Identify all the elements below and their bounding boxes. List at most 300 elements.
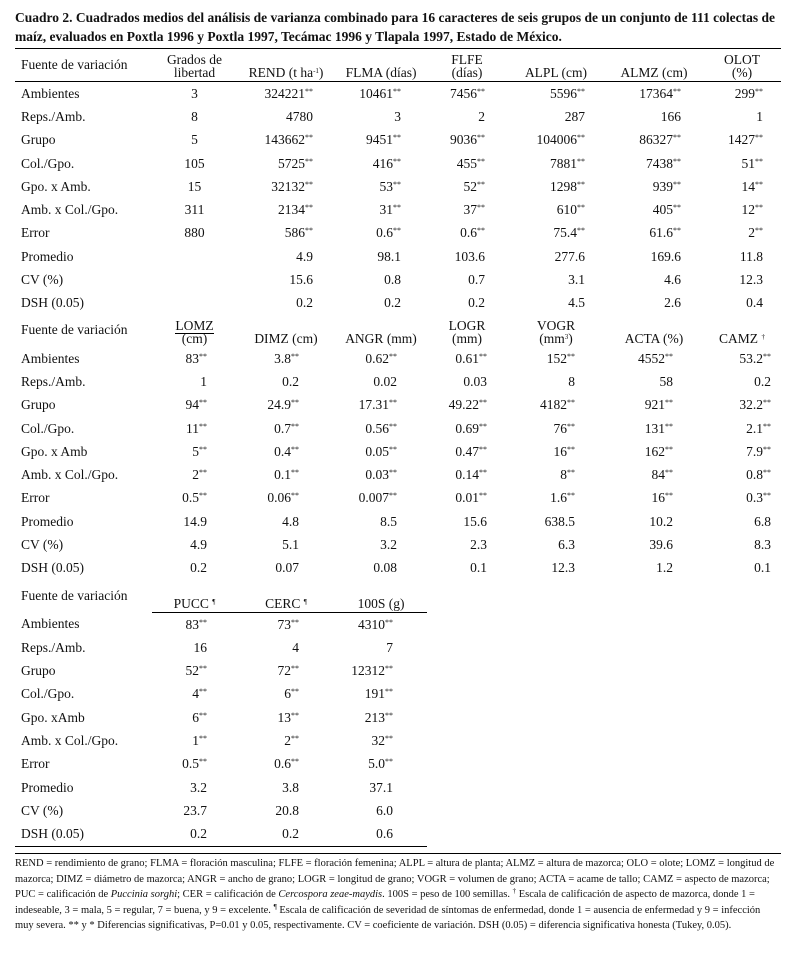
cell-camz — [703, 510, 781, 533]
empty-cell — [703, 823, 781, 847]
table-row — [15, 175, 781, 198]
empty-cell — [507, 799, 605, 822]
cell-pucc — [152, 612, 237, 636]
cell-alpl — [507, 175, 605, 198]
significance-mark: ** — [567, 468, 575, 478]
cell-logr — [427, 510, 507, 533]
empty-cell — [427, 636, 507, 659]
significance-mark: ** — [567, 351, 575, 361]
cell-value: 86327 — [639, 132, 673, 148]
cell-alpl — [507, 245, 605, 268]
empty-cell — [427, 823, 507, 847]
table-row — [15, 394, 781, 417]
significance-mark: ** — [393, 86, 401, 96]
empty-cell — [703, 636, 781, 659]
cell-value: 0.5 — [182, 490, 199, 506]
header-olot-line1: OLOT — [724, 52, 760, 67]
cell-value: 4 — [192, 686, 199, 702]
significance-mark: ** — [479, 444, 487, 454]
empty-cell — [605, 823, 703, 847]
cell-value: 2 — [478, 108, 485, 124]
cell-value: 6 — [192, 709, 199, 725]
cell-gl — [152, 129, 237, 152]
cell-value: 3.1 — [568, 272, 585, 288]
row-label: CV (%) — [21, 272, 64, 288]
header-row-2 — [15, 315, 781, 347]
cell-value: 2134 — [278, 202, 305, 218]
significance-mark: ** — [673, 226, 681, 236]
significance-mark: ** — [291, 757, 299, 767]
empty-cell — [507, 823, 605, 847]
cell-acta — [605, 347, 703, 370]
significance-mark: ** — [665, 444, 673, 454]
cell-value: 0.5 — [182, 756, 199, 772]
significance-mark: ** — [389, 351, 397, 361]
cell-cerc — [237, 636, 335, 659]
cell-value: 1427 — [728, 132, 755, 148]
cell-value: 0.6 — [376, 225, 393, 241]
footnote-text-5: Escala de calificación de severidad de síntomas de enfermedad, donde 1 = ausencia de enfermedad y 9 = infección muy severa. ** y * Diferencias significativas, P=0.01 y 0.05, respectivamente. CV = coeficiente de variación. DSH (0.05) = diferencia significativa honesta (Tukey, 0.05). — [15, 904, 761, 931]
table-row — [15, 729, 781, 752]
significance-mark: ** — [291, 421, 299, 431]
cell-value: 5725 — [278, 155, 305, 171]
significance-mark: ** — [673, 156, 681, 166]
cell-value: 32.2 — [739, 397, 763, 413]
row-label: Amb. x Col./Gpo. — [21, 733, 119, 749]
header-alpl: ALPL (cm) — [507, 49, 605, 82]
cell-value: 0.2 — [190, 826, 207, 842]
cell-value: 98.1 — [377, 248, 401, 264]
significance-mark: ** — [479, 491, 487, 501]
table-row — [15, 198, 781, 221]
cell-value: 610 — [556, 202, 577, 218]
header-vogr-line1: VOGR — [536, 317, 576, 333]
cell-value: 6 — [284, 686, 291, 702]
cell-rend — [237, 268, 335, 291]
cell-value: 73 — [277, 616, 291, 632]
significance-mark: ** — [673, 86, 681, 96]
header-acta: ACTA (%) — [624, 330, 684, 346]
cell-value: 83 — [185, 350, 199, 366]
cell-value: 16 — [651, 490, 665, 506]
row-label: Reps./Amb. — [21, 639, 86, 655]
row-label: Error — [21, 756, 50, 772]
header-pucc-text: PUCC — [173, 595, 209, 611]
cell-camz — [703, 487, 781, 510]
significance-mark: ** — [763, 421, 771, 431]
header-dimz: DIMZ (cm) — [254, 330, 318, 346]
significance-mark: ** — [755, 86, 763, 96]
significance-mark: ** — [305, 226, 313, 236]
cell-value: 12 — [741, 202, 755, 218]
significance-mark: ** — [755, 179, 763, 189]
cell-acta — [605, 394, 703, 417]
significance-mark: ** — [479, 398, 487, 408]
significance-mark: ** — [755, 226, 763, 236]
header-flfe — [427, 49, 507, 82]
cell-almz — [605, 268, 703, 291]
empty-cell — [703, 799, 781, 822]
cell-value: 0.61 — [455, 350, 479, 366]
cell-alpl — [507, 105, 605, 128]
empty-cell — [507, 612, 605, 636]
significance-mark: ** — [305, 179, 313, 189]
cell-cerc — [237, 776, 335, 799]
table-row — [15, 222, 781, 245]
cell-camz — [703, 440, 781, 463]
table-row — [15, 292, 781, 315]
table-row — [15, 417, 781, 440]
cell-flma — [335, 222, 427, 245]
significance-mark: ** — [199, 491, 207, 501]
cell-value: 6.8 — [754, 513, 771, 529]
significance-mark: ** — [199, 444, 207, 454]
table-row — [15, 612, 781, 636]
cell-flfe — [427, 292, 507, 315]
header-lomz — [152, 315, 237, 347]
cell-olot — [703, 245, 781, 268]
cell-cerc — [237, 660, 335, 683]
cell-value: 52 — [463, 178, 477, 194]
header-cerc — [237, 580, 335, 613]
cell-value: 12312 — [351, 663, 385, 679]
cell-value: 61.6 — [649, 225, 673, 241]
header-almz: ALMZ (cm) — [605, 49, 703, 82]
table-row — [15, 557, 781, 580]
cell-flma — [335, 198, 427, 221]
cell-value: 8 — [191, 108, 198, 124]
cell-value: 0.1 — [274, 467, 291, 483]
significance-mark: ** — [305, 156, 313, 166]
empty-cell — [703, 776, 781, 799]
cell-value: 7 — [386, 639, 393, 655]
cell-value: 3.2 — [380, 536, 397, 552]
cell-olot — [703, 268, 781, 291]
cell-almz — [605, 292, 703, 315]
header-lomz-line1: LOMZ — [175, 317, 214, 333]
cell-value: 49.22 — [448, 397, 479, 413]
cell-dimz — [237, 394, 335, 417]
cell-value: 6.3 — [558, 536, 575, 552]
cell-value: 0.03 — [463, 373, 487, 389]
cell-value: 11.8 — [739, 248, 763, 264]
significance-mark: ** — [389, 421, 397, 431]
header-logr — [427, 315, 507, 347]
cell-cerc — [237, 706, 335, 729]
cell-pucc — [152, 776, 237, 799]
significance-mark: ** — [577, 133, 585, 143]
cell-pucc — [152, 823, 237, 847]
significance-mark: ** — [673, 203, 681, 213]
cell-value: 3 — [191, 85, 198, 101]
row-label: Grupo — [21, 663, 56, 679]
significance-mark: ** — [291, 398, 299, 408]
significance-mark: ** — [763, 351, 771, 361]
cell-almz — [605, 82, 703, 106]
cell-olot — [703, 82, 781, 106]
cell-lomz — [152, 487, 237, 510]
cell-value: 3.8 — [274, 350, 291, 366]
cell-acta — [605, 510, 703, 533]
header-rend-sup: -1 — [313, 67, 319, 75]
cell-value: 939 — [652, 178, 673, 194]
significance-mark: ** — [199, 617, 207, 627]
empty-cell — [507, 660, 605, 683]
significance-mark: ** — [199, 734, 207, 744]
header-rend-close: ) — [318, 65, 324, 80]
cell-dimz — [237, 487, 335, 510]
row-label: Gpo. xAmb — [21, 709, 85, 725]
header-pucc — [152, 580, 237, 613]
cell-value: 0.2 — [296, 295, 313, 311]
significance-mark: ** — [665, 468, 673, 478]
row-label: Promedio — [21, 513, 74, 529]
significance-mark: ** — [755, 156, 763, 166]
cell-value: 1 — [200, 373, 207, 389]
cell-rend — [237, 152, 335, 175]
cell-acta — [605, 557, 703, 580]
cell-value: 191 — [364, 686, 385, 702]
cell-value: 52 — [185, 663, 199, 679]
significance-mark: ** — [673, 133, 681, 143]
header-olot-line2: (%) — [731, 65, 753, 80]
cell-s100 — [335, 776, 427, 799]
table-row — [15, 510, 781, 533]
cell-value: 324221 — [264, 85, 305, 101]
footnote-cercospora: Cercospora zeae-maydis — [278, 889, 383, 900]
header-vogr-sup: 3 — [564, 332, 569, 341]
cell-value: 94 — [185, 397, 199, 413]
cell-alpl — [507, 82, 605, 106]
block-3 — [15, 580, 781, 846]
cell-value: 0.56 — [365, 420, 389, 436]
cell-acta — [605, 463, 703, 486]
cell-pucc — [152, 729, 237, 752]
table-row — [15, 683, 781, 706]
cell-camz — [703, 463, 781, 486]
cell-value: 24.9 — [267, 397, 291, 413]
cell-almz — [605, 105, 703, 128]
significance-mark: ** — [199, 351, 207, 361]
empty-cell — [427, 799, 507, 822]
cell-alpl — [507, 292, 605, 315]
cell-value: 0.62 — [365, 350, 389, 366]
cell-value: 0.08 — [373, 560, 397, 576]
cell-value: 17.31 — [358, 397, 389, 413]
header-vogr — [507, 315, 605, 347]
cell-value: 12.3 — [551, 560, 575, 576]
significance-mark: ** — [567, 421, 575, 431]
header-camz — [703, 315, 781, 347]
significance-mark: ** — [305, 203, 313, 213]
empty-cell — [703, 729, 781, 752]
cell-vogr — [507, 487, 605, 510]
cell-value: 0.2 — [282, 373, 299, 389]
cell-logr — [427, 487, 507, 510]
significance-mark: ** — [477, 179, 485, 189]
header-angr: ANGR (mm) — [345, 330, 417, 346]
cell-vogr — [507, 463, 605, 486]
cell-value: 37.1 — [369, 779, 393, 795]
cell-cerc — [237, 729, 335, 752]
cell-logr — [427, 533, 507, 556]
cell-lomz — [152, 394, 237, 417]
significance-mark: ** — [763, 468, 771, 478]
significance-mark: ** — [385, 687, 393, 697]
cell-gl — [152, 175, 237, 198]
cell-value: 5 — [192, 443, 199, 459]
empty-cell — [703, 683, 781, 706]
cell-almz — [605, 222, 703, 245]
header-row-3 — [15, 580, 781, 613]
significance-mark: ** — [291, 710, 299, 720]
empty-cell — [507, 636, 605, 659]
cell-almz — [605, 245, 703, 268]
cell-logr — [427, 347, 507, 370]
table-row — [15, 268, 781, 291]
cell-value: 416 — [372, 155, 393, 171]
significance-mark: ** — [567, 444, 575, 454]
significance-mark: ** — [389, 444, 397, 454]
cell-lomz — [152, 510, 237, 533]
cell-cerc — [237, 612, 335, 636]
cell-camz — [703, 370, 781, 393]
cell-value: 8 — [568, 373, 575, 389]
significance-mark: ** — [385, 734, 393, 744]
cell-angr — [335, 370, 427, 393]
header-fuente-2: Fuente de variación — [21, 322, 128, 338]
cell-value: 152 — [546, 350, 567, 366]
header-vogr-close: ) — [568, 330, 573, 346]
significance-mark: ** — [755, 203, 763, 213]
cell-dimz — [237, 440, 335, 463]
cell-value: 213 — [364, 709, 385, 725]
cell-camz — [703, 557, 781, 580]
cell-value: 0.47 — [455, 443, 479, 459]
empty-cell — [605, 776, 703, 799]
cell-value: 2.6 — [664, 295, 681, 311]
empty-cell — [507, 776, 605, 799]
cell-value: 4.6 — [664, 272, 681, 288]
empty-cell — [507, 706, 605, 729]
cell-camz — [703, 347, 781, 370]
cell-almz — [605, 175, 703, 198]
header-pucc-mark: ¶ — [212, 597, 216, 606]
cell-vogr — [507, 510, 605, 533]
cell-olot — [703, 198, 781, 221]
cell-value: 4310 — [358, 616, 385, 632]
empty-cell — [605, 612, 703, 636]
footnote-dagger: † — [512, 887, 517, 895]
cell-value: 8.5 — [380, 513, 397, 529]
significance-mark: ** — [479, 468, 487, 478]
significance-mark: ** — [199, 687, 207, 697]
significance-mark: ** — [291, 617, 299, 627]
table-row — [15, 823, 781, 847]
significance-mark: ** — [577, 156, 585, 166]
cell-rend — [237, 82, 335, 106]
row-label: Error — [21, 225, 50, 241]
significance-mark: ** — [291, 351, 299, 361]
cell-s100 — [335, 612, 427, 636]
empty-cell — [605, 799, 703, 822]
significance-mark: ** — [477, 133, 485, 143]
cell-value: 9036 — [450, 132, 477, 148]
cell-s100 — [335, 683, 427, 706]
cell-value: 75.4 — [553, 225, 577, 241]
cell-value: 14.9 — [183, 513, 207, 529]
cell-value: 14 — [741, 178, 755, 194]
cell-cerc — [237, 683, 335, 706]
row-label: Reps./Amb. — [21, 373, 86, 389]
cell-s100 — [335, 753, 427, 776]
cell-value: 0.007 — [358, 490, 389, 506]
cell-rend — [237, 129, 335, 152]
significance-mark: ** — [665, 398, 673, 408]
significance-mark: ** — [477, 86, 485, 96]
cell-value: 0.2 — [468, 295, 485, 311]
cell-angr — [335, 487, 427, 510]
cell-logr — [427, 557, 507, 580]
empty-cell — [507, 729, 605, 752]
footnote-text-3: . 100S = peso de 100 semillas. — [382, 889, 513, 900]
cell-vogr — [507, 394, 605, 417]
cell-cerc — [237, 753, 335, 776]
table-row — [15, 487, 781, 510]
row-label: DSH (0.05) — [21, 295, 84, 311]
significance-mark: ** — [577, 179, 585, 189]
header-fuente: Fuente de variación — [15, 49, 152, 82]
cell-value: 287 — [564, 108, 585, 124]
cell-gl — [152, 105, 237, 128]
cell-camz — [703, 394, 781, 417]
significance-mark: ** — [291, 468, 299, 478]
cell-vogr — [507, 533, 605, 556]
cell-lomz — [152, 370, 237, 393]
cell-value: 1 — [756, 108, 763, 124]
row-label: DSH (0.05) — [21, 560, 84, 576]
cell-value: 15.6 — [463, 513, 487, 529]
row-label: CV (%) — [21, 536, 64, 552]
cell-rend — [237, 198, 335, 221]
table-row — [15, 370, 781, 393]
cell-rend — [237, 245, 335, 268]
table-row — [15, 245, 781, 268]
header-logr-line1: LOGR — [448, 317, 486, 333]
significance-mark: ** — [291, 444, 299, 454]
header-rend — [237, 49, 335, 82]
significance-mark: ** — [389, 468, 397, 478]
header-gl-line1: Grados de — [166, 52, 223, 67]
significance-mark: ** — [763, 398, 771, 408]
cell-logr — [427, 394, 507, 417]
header-flfe-line1: FLFE — [451, 52, 483, 67]
cell-value: 31 — [379, 202, 393, 218]
cell-value: 0.6 — [376, 826, 393, 842]
significance-mark: ** — [577, 226, 585, 236]
row-label: Error — [21, 490, 50, 506]
row-label: Ambientes — [21, 350, 80, 366]
cell-value: 3 — [394, 108, 401, 124]
footnote-pilcrow: ¶ — [273, 902, 277, 911]
cell-s100 — [335, 660, 427, 683]
significance-mark: ** — [393, 203, 401, 213]
row-label: Grupo — [21, 397, 56, 413]
cell-lomz — [152, 533, 237, 556]
cell-pucc — [152, 660, 237, 683]
cell-value: 4 — [292, 639, 299, 655]
table-row — [15, 706, 781, 729]
